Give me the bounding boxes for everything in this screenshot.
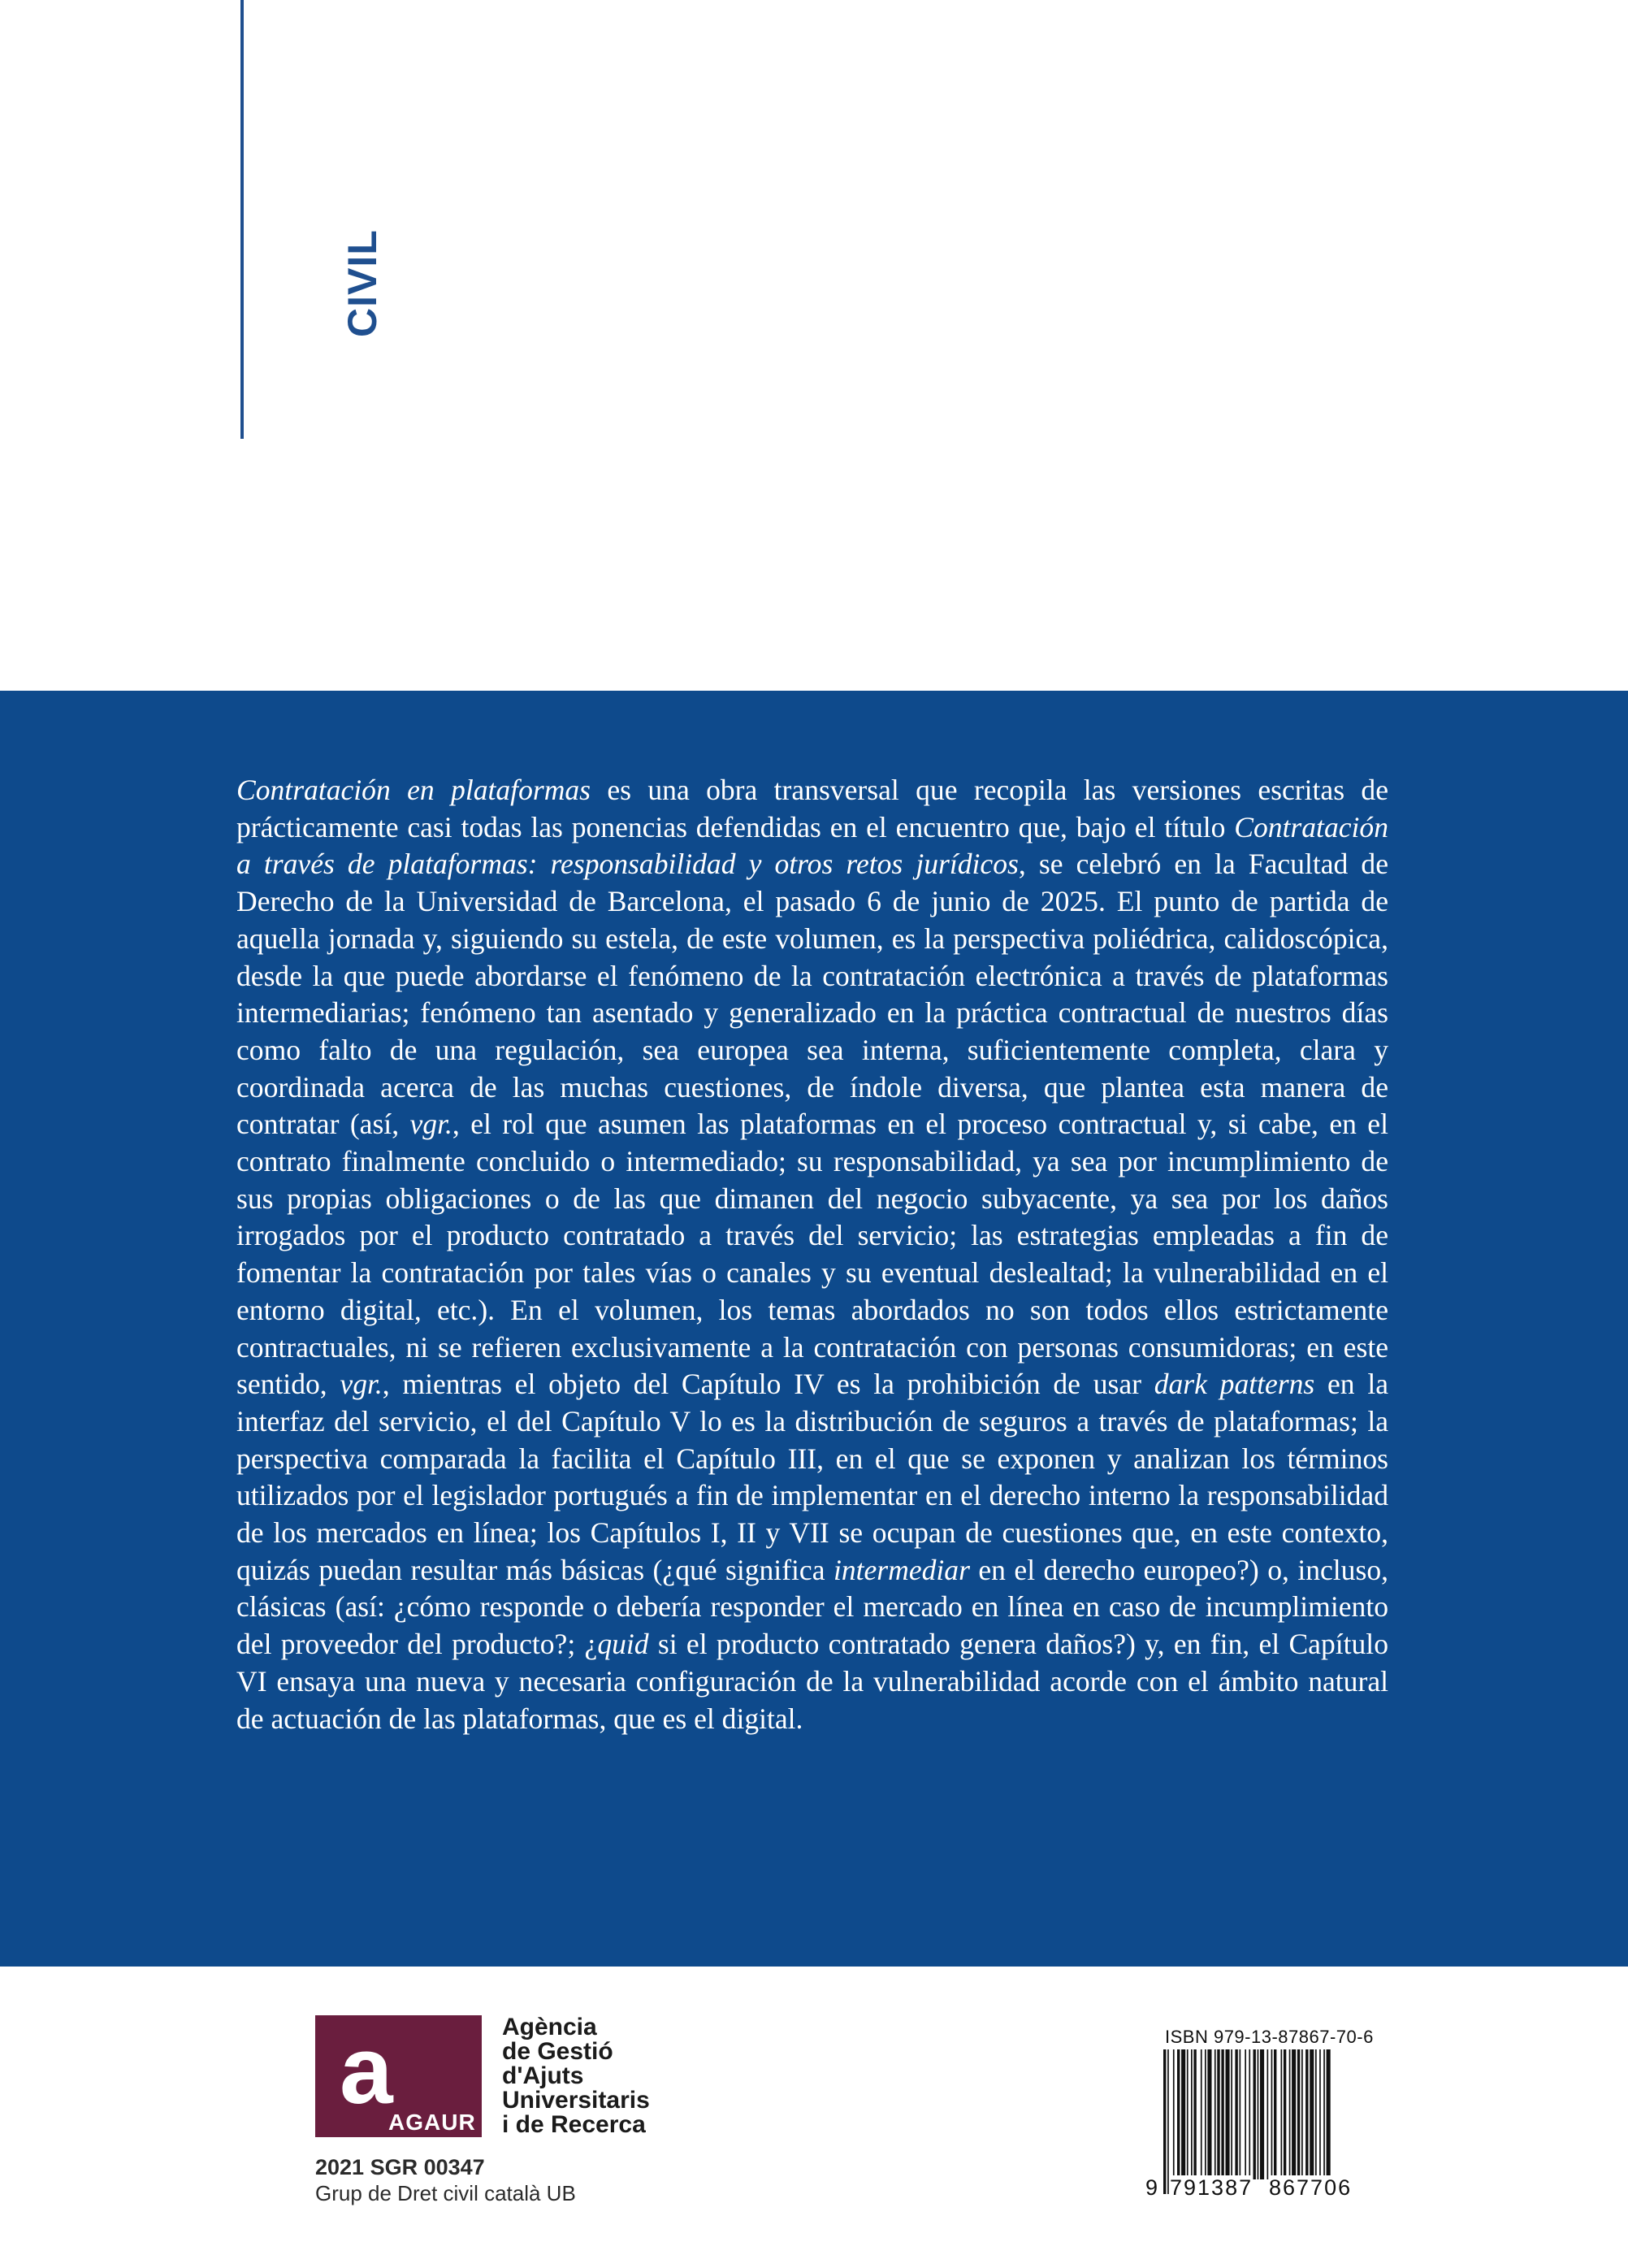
barcode-bar [1260, 2049, 1264, 2179]
book-title-italic: Contratación en plataformas [236, 774, 591, 806]
barcode-bar [1221, 2049, 1223, 2179]
synopsis-segment: , el rol que asumen las plataformas en el proceso contractual y, si cabe, en el contrato finalmente concluido o intermediado; su responsabilidad, ya sea por incumplimiento de sus propias obligaciones o de las que dimanen del negocio subyacente, ya sea por los daños irrogados por el producto contratado a través del servicio; las estrategias empleadas a fin de fomentar la contratación por tales vías o canales y su eventual deslealtad; la vulnerabilidad en el entorno digital, etc.). En el volumen, los temas abordados no son todos ellos estrictamente contractuales, ni se refieren exclusivamente a la contratación con personas consumidoras; en este sentido, [236, 1108, 1388, 1401]
barcode-bar [1231, 2049, 1232, 2179]
synopsis-text [236, 772, 1388, 1737]
barcode-digit-group-right: 867706 [1269, 2175, 1353, 2200]
barcode-bar [1163, 2049, 1166, 2194]
barcode-bar [1271, 2049, 1273, 2179]
intermediar-italic: intermediar [833, 1553, 970, 1586]
agaur-logo [315, 2015, 705, 2137]
agaur-logo-word: AGAUR [388, 2110, 476, 2135]
synopsis-segment: es una obra transversal que recopila las versiones escritas de prácticamente casi todas las ponencias defendidas en el encuentro que, bajo el título [236, 774, 1389, 843]
barcode-digit-first: 9 [1145, 2175, 1160, 2200]
barcode-bar [1173, 2049, 1175, 2179]
barcode-digit-group-left: 791387 [1170, 2175, 1253, 2200]
synopsis-segment: , mientras el objeto del Capítulo IV es la prohibición de usar [382, 1368, 1154, 1401]
barcode-bar [1177, 2049, 1180, 2179]
barcode-bar [1181, 2049, 1185, 2179]
synopsis-segment: en el derecho europeo?) o, incluso, clásicas (así: ¿cómo responde o debería responder el mercado en línea en caso de incumplimiento del proveedor del producto?; ¿ [236, 1553, 1389, 1661]
barcode-bar [1240, 2049, 1241, 2179]
barcode-bar [1201, 2049, 1202, 2179]
barcode-bar [1281, 2049, 1283, 2179]
agaur-logo-letter: a [340, 2017, 393, 2124]
barcode-bar [1249, 2049, 1250, 2194]
agaur-name-line: Universitaris [502, 2087, 650, 2114]
barcode-bar [1315, 2049, 1317, 2179]
barcode-bar [1297, 2049, 1300, 2179]
collection-label: CIVIL [340, 229, 385, 337]
dark-patterns-italic: dark patterns [1154, 1368, 1315, 1401]
agaur-name-line: Agència [502, 2014, 597, 2040]
agaur-name-line: d'Ajuts [502, 2062, 584, 2089]
barcode-bar [1207, 2049, 1211, 2179]
event-title-italic: Contratación a través de plataformas: responsabilidad y otros retos jurídicos [236, 810, 1388, 881]
barcode-bar [1217, 2049, 1219, 2179]
barcode-bar [1327, 2049, 1331, 2194]
barcode-bar [1323, 2049, 1325, 2179]
barcode-bar [1235, 2049, 1237, 2179]
synopsis-segment: en la interfaz del servicio, el del Capítulo V lo es la distribución de seguros a través de plataformas; la perspectiva comparada la facilita el Capítulo III, en el que se exponen y analizan los términos utilizados por el legislador portugués a fin de implementar en el derecho interno la responsabilidad de los mercados en línea; los Capítulos I, II y VII se ocupan de cuestiones que, en este contexto, quizás puedan resultar más básicas (¿qué significa [236, 1368, 1389, 1586]
barcode-bar [1305, 2049, 1308, 2179]
barcode-bar [1258, 2049, 1259, 2179]
agaur-logo-mark [315, 2015, 482, 2137]
agaur-name-line: i de Recerca [502, 2111, 646, 2138]
barcode-bar [1167, 2049, 1169, 2194]
grant-code: 2021 SGR 00347 [315, 2155, 485, 2179]
barcode-bar [1226, 2049, 1230, 2179]
barcode-bar [1187, 2049, 1189, 2179]
research-group-name: Grup de Dret civil català UB [315, 2181, 576, 2205]
cover-vertical-rule [240, 0, 244, 439]
barcode-bar [1253, 2049, 1256, 2179]
quid-italic: quid [597, 1628, 649, 1661]
barcode-bar [1310, 2049, 1314, 2179]
barcode-bar [1193, 2049, 1196, 2179]
agaur-name-line: de Gestió [502, 2038, 613, 2065]
barcode-bar [1289, 2049, 1291, 2179]
synopsis-segment: , se celebró en la Facultad de Derecho de la Universidad de Barcelona, el pasado 6 de junio de 2025. El punto de partida de aquella jornada y, siguiendo su estela, de este volumen, es la perspectiva poliédrica, calidoscópica, desde la que puede abordarse el fenómeno de la contratación electrónica a través de plataformas intermediarias; fenómeno tan asentado y generalizado en la práctica contractual de nuestros días como falto de una regulación, sea europea sea interna, suficientemente completa, clara y coordinada acerca de las muchas cuestiones, de índole diversa, que plantea esta manera de contratar (así, [236, 848, 1388, 1141]
barcode-bar [1267, 2049, 1269, 2179]
barcode-bar [1245, 2049, 1246, 2179]
vgr-italic: vgr. [340, 1368, 383, 1401]
isbn-label: ISBN 979-13-87867-70-6 [1165, 2027, 1374, 2047]
synopsis-segment: si el producto contratado genera daños?) y, en fin, el Capítulo VI ensaya una nueva y necesaria configuración de la vulnerabilidad acorde con el ámbito natural de actuación de las plataformas, que es el digital. [236, 1628, 1388, 1735]
barcode-bar [1301, 2049, 1303, 2179]
barcode-bar [1191, 2049, 1193, 2179]
barcode-bar [1284, 2049, 1286, 2179]
barcode-bar [1274, 2049, 1276, 2179]
barcode-bar [1319, 2049, 1321, 2179]
barcode-bar [1292, 2049, 1296, 2179]
barcode-bar [1205, 2049, 1206, 2179]
barcode [1160, 2049, 1371, 2196]
barcode-bar [1215, 2049, 1216, 2179]
vgr-italic: vgr. [409, 1108, 452, 1141]
agaur-name [502, 2015, 650, 2137]
